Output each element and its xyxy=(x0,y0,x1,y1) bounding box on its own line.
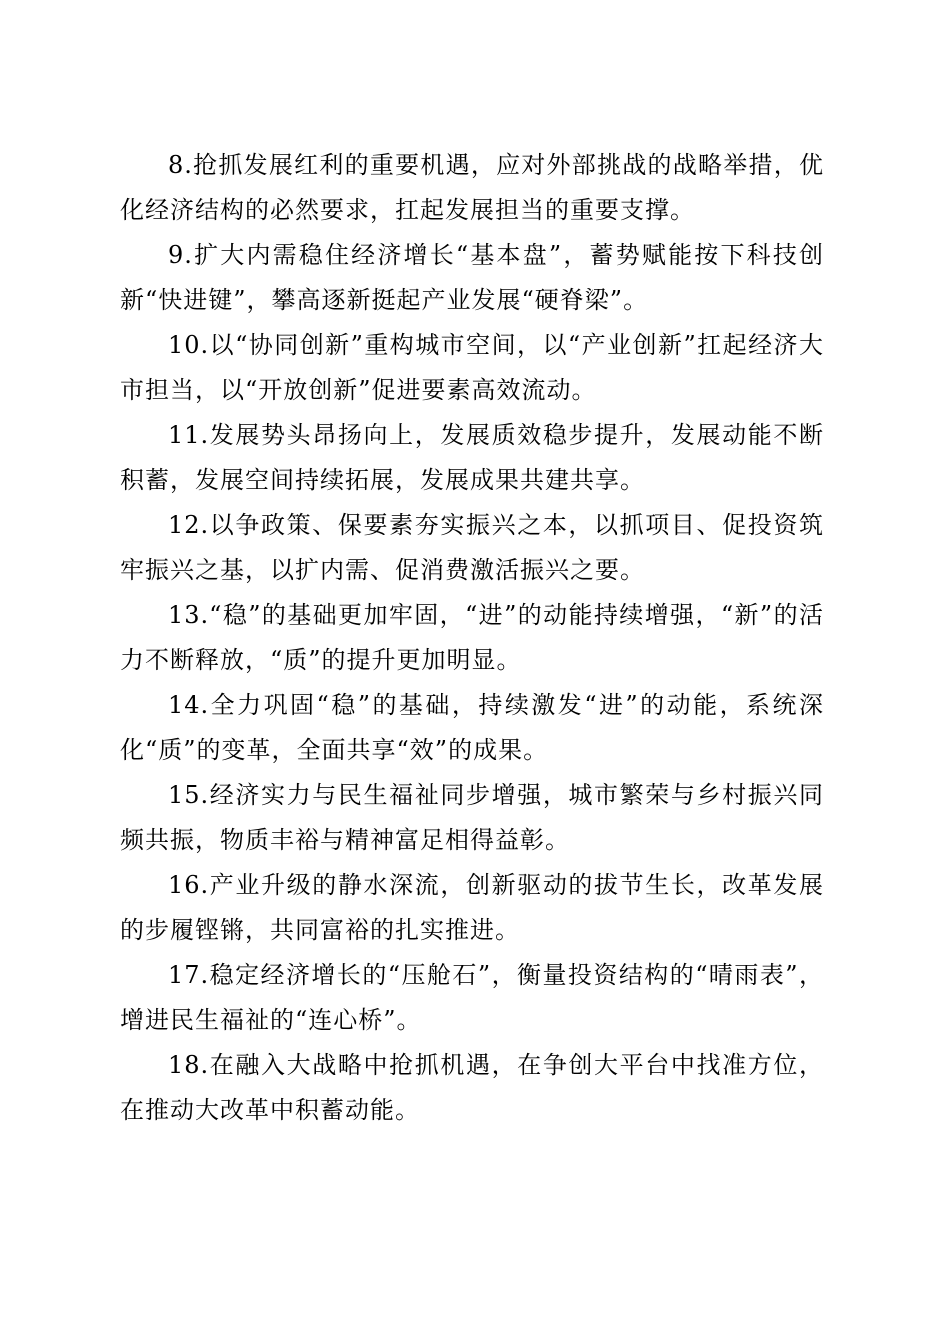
paragraph-9: 9.扩大内需稳住经济增长“基本盘”，蓄势赋能按下科技创新“快进键”，攀高逐新挺起产业发展“硬脊梁”。 xyxy=(120,241,824,314)
paragraph-18: 18.在融入大战略中抢抓机遇，在争创大平台中找准方位，在推动大改革中积蓄动能。 xyxy=(120,1051,824,1124)
paragraph-10: 10.以“协同创新”重构城市空间，以“产业创新”扛起经济大市担当，以“开放创新”促进要素高效流动。 xyxy=(120,331,824,404)
paragraph-14: 14.全力巩固“稳”的基础，持续激发“进”的动能，系统深化“质”的变革，全面共享“效”的成果。 xyxy=(120,691,824,764)
paragraph-13: 13.“稳”的基础更加牢固，“进”的动能持续增强，“新”的活力不断释放，“质”的提升更加明显。 xyxy=(120,601,824,674)
paragraph-11: 11.发展势头昂扬向上，发展质效稳步提升，发展动能不断积蓄，发展空间持续拓展，发展成果共建共享。 xyxy=(120,421,824,494)
paragraph-12: 12.以争政策、保要素夯实振兴之本，以抓项目、促投资筑牢振兴之基，以扩内需、促消费激活振兴之要。 xyxy=(120,511,824,584)
document-body xyxy=(120,143,824,1133)
paragraph-15: 15.经济实力与民生福祉同步增强，城市繁荣与乡村振兴同频共振，物质丰裕与精神富足相得益彰。 xyxy=(120,781,824,854)
paragraph-16: 16.产业升级的静水深流，创新驱动的拔节生长，改革发展的步履铿锵，共同富裕的扎实推进。 xyxy=(120,871,824,944)
paragraph-17: 17.稳定经济增长的“压舱石”，衡量投资结构的“晴雨表”，增进民生福祉的“连心桥”。 xyxy=(120,961,824,1034)
paragraph-8: 8.抢抓发展红利的重要机遇，应对外部挑战的战略举措，优化经济结构的必然要求，扛起发展担当的重要支撑。 xyxy=(120,151,824,224)
